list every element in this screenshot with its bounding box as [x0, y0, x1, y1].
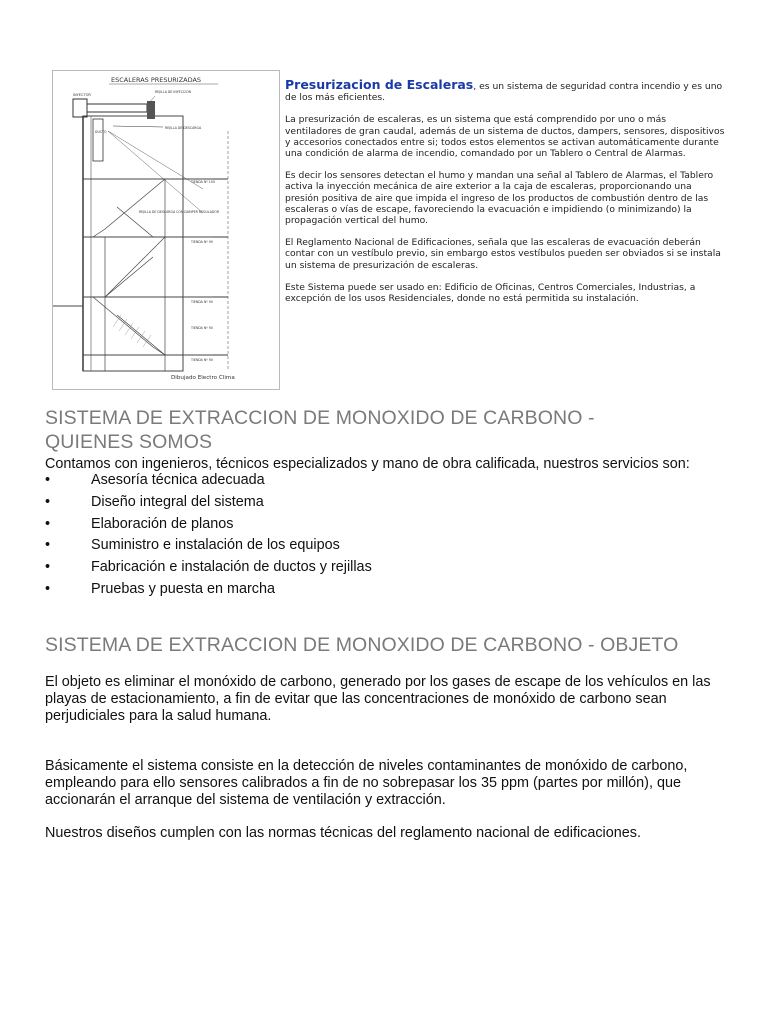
bullet: •: [45, 515, 51, 532]
drawing-caption: Dibujado Electro Clima: [171, 375, 235, 381]
intro-paragraph-5: Este Sistema puede ser usado en: Edificio de Oficinas, Centros Comerciales, Industrias, a excepción de los usos Residenciales, donde no está permitida su instalación.: [285, 281, 696, 305]
injection-grille-label: REJILLA DE INYECCION: [155, 90, 191, 94]
list-item-text: Diseño integral del sistema: [91, 493, 264, 510]
intro-title-rest: , es un sistema de seguridad contra incendio y es uno de los más eficientes.: [285, 81, 723, 104]
services-list: [45, 470, 545, 601]
injector-label: INYECTOR: [73, 93, 91, 97]
list-item: [45, 514, 545, 536]
objeto-paragraph-3: Nuestros diseños cumplen con las normas técnicas del reglamento nacional de edificaciones.: [45, 825, 641, 841]
intro-text-block: [285, 79, 725, 315]
supply-duct: [87, 104, 147, 112]
intro-paragraph-4: El Reglamento Nacional de Edificaciones, señala que las escaleras de evacuación deberán contar con un vestíbulo previo, sin embargo estos vestíbulos pueden ser obviados si se instala un sistema de presurización de escaleras.: [285, 237, 721, 271]
level-label-4: TIENDA Nº 90: [191, 326, 213, 330]
level-label-2: TIENDA Nº 90: [191, 240, 213, 244]
stairwell-outline: [83, 116, 183, 371]
intro-paragraph-2: La presurización de escaleras, es un sistema que está comprendido por uno o más ventiladores de gran caudal, además de un sistema de ductos, dampers, sensores, dispositivos y accesorios conectados entre si; todos estos elementos se activan automáticamente durante una condición de alarma de incendio, comandado por un Tablero o Central de Alarmas.: [285, 114, 725, 160]
bullet: •: [45, 472, 51, 488]
list-item: [45, 492, 545, 514]
list-item-text: Fabricación e instalación de ductos y rejillas: [91, 559, 372, 576]
injector-fan: [73, 99, 87, 117]
stair-pressurization-drawing: [52, 70, 280, 390]
stair-flights: [93, 179, 165, 371]
list-item: [45, 579, 545, 601]
objeto-paragraph-2: Básicamente el sistema consiste en la detección de niveles contaminantes de monóxido de carbono, empleando para ello sensores calibrados a fin de no sobrepasar los 35 ppm (partes por millón), que accionarán el arranque del sistema de ventilación y extracción.: [45, 758, 688, 808]
bullet: •: [45, 537, 51, 554]
intro-title: Presurizacion de Escaleras: [285, 77, 474, 92]
list-item: [45, 535, 545, 557]
list-item-text: Elaboración de planos: [91, 515, 234, 532]
list-item-text: Pruebas y puesta en marcha: [91, 580, 275, 597]
duct-label: DUCTO: [95, 130, 107, 134]
services-intro: Contamos con ingenieros, técnicos especializados y mano de obra calificada, nuestros servicios son:: [45, 456, 690, 472]
list-item-text: Suministro e instalación de los equipos: [91, 537, 340, 554]
drawing-svg: [53, 71, 279, 389]
intro-paragraph-3: Es decir los sensores detectan el humo y mandan una señal al Tablero de Alarmas, el Tablero activa la inyección mecánica de aire exterior a la caja de escaleras, proporcionando una presión positiva de aire que impida el ingreso de los productos de combustión dentro de las escaleras o vías de escape, favoreciendo la evacuación e impidiendo (o minimizando) la propagación vertical del humo.: [285, 170, 714, 227]
level-label-1: TIENDA Nº 100: [191, 180, 215, 184]
section-heading-objeto: SISTEMA DE EXTRACCION DE MONOXIDO DE CARBONO - OBJETO: [45, 634, 679, 656]
section-heading-quienes-somos: SISTEMA DE EXTRACCION DE MONOXIDO DE CARBONO - QUIENES SOMOS: [45, 407, 595, 453]
level-label-5: TIENDA Nº 90: [191, 358, 213, 362]
list-item: [45, 557, 545, 579]
bullet: •: [45, 580, 51, 597]
list-item: [45, 470, 545, 492]
drawing-title: ESCALERAS PRESURIZADAS: [111, 76, 202, 84]
bullet: •: [45, 559, 51, 576]
discharge-grille-label: REJILLA DE DESCARGA: [165, 126, 202, 130]
list-item-text: Asesoría técnica adecuada: [91, 472, 265, 488]
level-label-3: TIENDA Nº 90: [191, 300, 213, 304]
bullet: •: [45, 493, 51, 510]
intro-paragraph-1: [285, 79, 725, 103]
damper-grille-label: REJILLA DE DESCARGA CON DAMPER REGULADOR: [139, 210, 220, 214]
objeto-paragraph-1: El objeto es eliminar el monóxido de carbono, generado por los gases de escape de los vehículos en las playas de estacionamiento, a fin de evitar que las concentraciones de monóxido de carbono sean perjudiciales para la salud humana.: [45, 674, 711, 724]
